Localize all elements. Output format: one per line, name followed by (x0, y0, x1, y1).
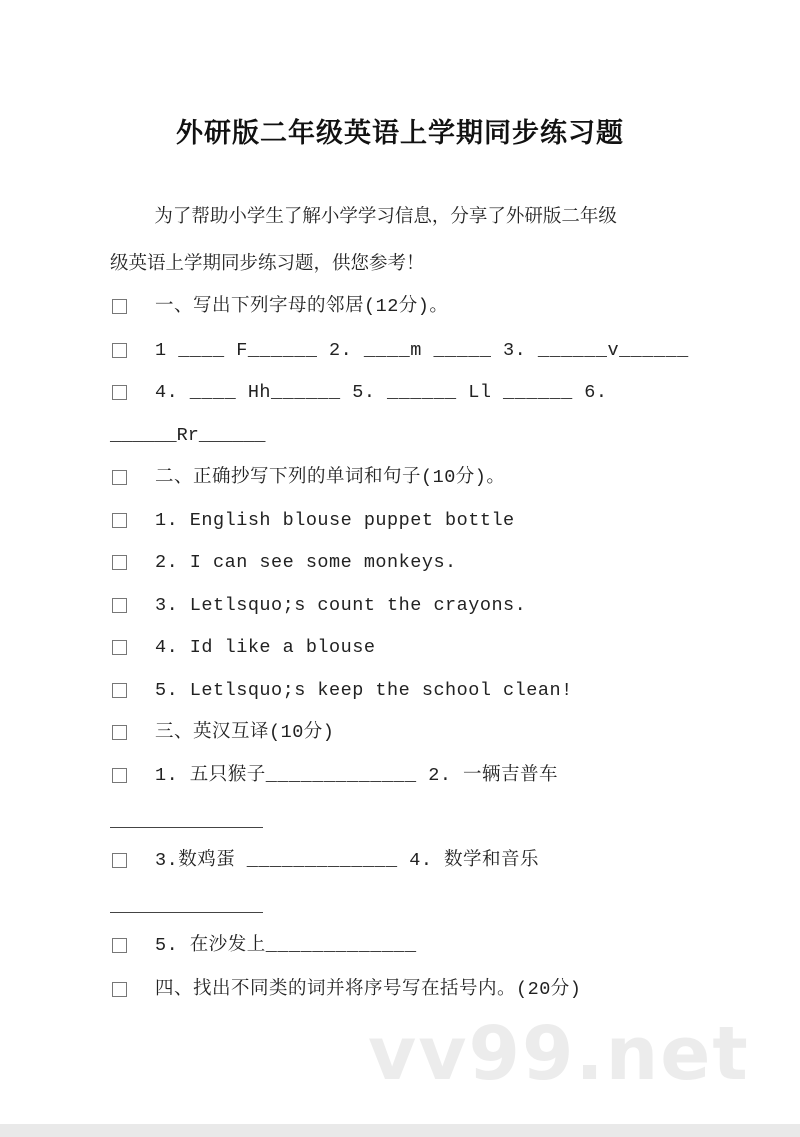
exercise-line: 4. Id like a blouse (155, 637, 376, 658)
exercise-line: 3. Letlsquo;s count the crayons. (155, 595, 527, 616)
section-heading: 四、找出不同类的词并将序号写在括号内。(20分) (155, 979, 582, 1000)
answer-blank (110, 912, 263, 913)
checkbox[interactable] (112, 555, 127, 570)
checkbox[interactable] (112, 385, 127, 400)
section-heading: 一、写出下列字母的邻居(12分)。 (155, 296, 449, 317)
exercise-continuation: ______Rr______ (110, 425, 266, 446)
checkbox[interactable] (112, 343, 127, 358)
exercise-line: 3.数鸡蛋 _____________ 4. 数学和音乐 (155, 850, 540, 871)
exercise-line: 5. Letlsquo;s keep the school clean! (155, 680, 573, 701)
exercise-line: 1. 五只猴子_____________ 2. 一辆吉普车 (155, 765, 559, 786)
section-heading: 三、英汉互译(10分) (155, 722, 335, 743)
checkbox[interactable] (112, 683, 127, 698)
checkbox[interactable] (112, 470, 127, 485)
checkbox[interactable] (112, 768, 127, 783)
checkbox[interactable] (112, 299, 127, 314)
section-heading: 二、正确抄写下列的单词和句子(10分)。 (155, 467, 506, 488)
checkbox[interactable] (112, 598, 127, 613)
checkbox[interactable] (112, 938, 127, 953)
intro-line-1: 为了帮助小学生了解小学学习信息，分享了外研版二年级 (110, 207, 617, 228)
exercise-line: 1 ____ F______ 2. ____m _____ 3. ______v______ (155, 340, 689, 361)
exercise-line: 2. I can see some monkeys. (155, 552, 457, 573)
checkbox[interactable] (112, 513, 127, 528)
answer-blank (110, 827, 263, 828)
exercise-line: 5. 在沙发上_____________ (155, 935, 417, 956)
checkbox[interactable] (112, 725, 127, 740)
document-title: 外研版二年级英语上学期同步练习题 (176, 118, 624, 149)
checkbox[interactable] (112, 853, 127, 868)
intro-line-2: 级英语上学期同步练习题，供您参考！ (110, 254, 425, 275)
exercise-line: 4. ____ Hh______ 5. ______ Ll ______ 6. (155, 382, 608, 403)
exercise-line: 1. English blouse puppet bottle (155, 510, 515, 531)
watermark: vv99.net (368, 1011, 750, 1097)
checkbox[interactable] (112, 982, 127, 997)
page-bottom-edge (0, 1124, 800, 1137)
checkbox[interactable] (112, 640, 127, 655)
